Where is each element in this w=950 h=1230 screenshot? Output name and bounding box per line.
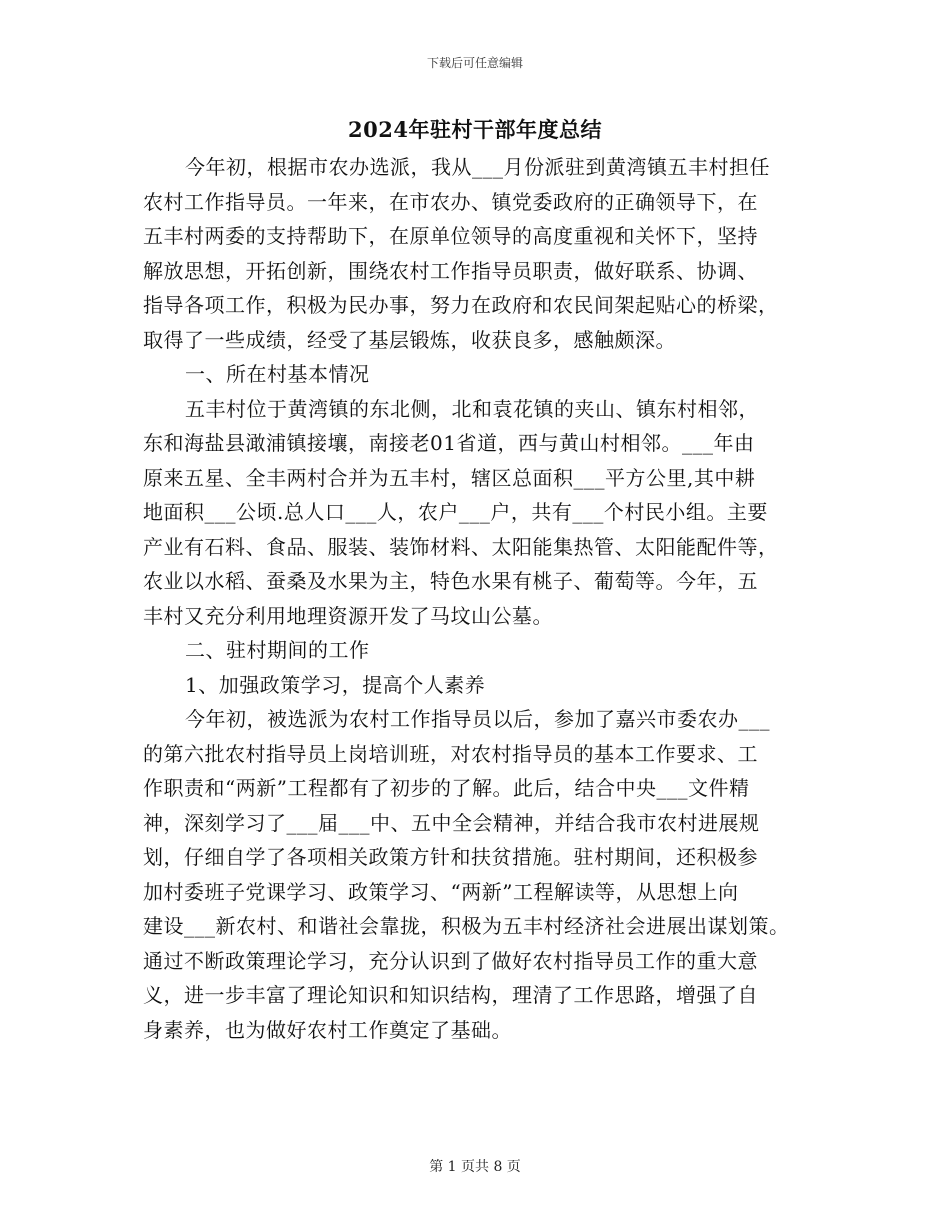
- text-line: 产业有石料、食品、服装、装饰材料、太阳能集热管、太阳能配件等，: [143, 534, 779, 559]
- text-line: 地面积___公顷.总人口___人，农户___户，共有___个村民小组。主要: [143, 500, 768, 524]
- text-line: 今年初，被选派为农村工作指导员以后，参加了嘉兴市委农办___: [185, 707, 770, 731]
- page-footer: 第 1 页共 8 页: [429, 1159, 521, 1175]
- text-line: 建设___新农村、和谐社会靠拢，积极为五丰村经济社会进展出谋划策。: [143, 914, 790, 938]
- text-line: 农业以水稻、蚕桑及水果为主，特色水果有桃子、葡萄等。今年，五: [143, 569, 758, 593]
- text-line: 二、驻村期间的工作: [185, 638, 370, 662]
- text-line: 义，进一步丰富了理论知识和知识结构，理清了工作思路，增强了自: [143, 983, 758, 1007]
- text-line: 今年初，根据市农办选派，我从___月份派驻到黄湾镇五丰村担任: [185, 155, 770, 179]
- text-line: 丰村又充分利用地理资源开发了马坟山公墓。: [143, 603, 553, 628]
- document-body: [143, 150, 815, 1047]
- header-note: 下载后可任意编辑: [426, 56, 523, 70]
- text-line: 通过不断政策理论学习，充分认识到了做好农村指导员工作的重大意: [143, 948, 758, 973]
- text-line: 五丰村位于黄湾镇的东北侧，北和袁花镇的夹山、镇东村相邻，: [185, 396, 759, 421]
- text-line: 原来五星、全丰两村合并为五丰村，辖区总面积___平方公里,其中耕: [143, 465, 756, 490]
- text-line: 五丰村两委的支持帮助下，在原单位领导的高度重视和关怀下，坚持: [143, 224, 758, 248]
- text-line: 指导各项工作，积极为民办事，努力在政府和农民间架起贴心的桥梁，: [143, 293, 779, 317]
- text-line: 的第六批农村指导员上岗培训班，对农村指导员的基本工作要求、工: [143, 741, 758, 766]
- text-line: 解放思想，开拓创新，围绕农村工作指导员职责，做好联系、协调、: [143, 258, 758, 283]
- text-line: 加村委班子党课学习、政策学习、“两新”工程解读等，从思想上向: [143, 879, 739, 904]
- text-line: 东和海盐县澉浦镇接壤，南接老01省道，西与黄山村相邻。___年由: [143, 431, 755, 455]
- text-line: 身素养，也为做好农村工作奠定了基础。: [143, 1017, 512, 1042]
- document-title: 2024年驻村干部年度总结: [348, 117, 602, 142]
- text-line: 神，深刻学习了___届___中、五中全会精神，并结合我市农村进展规: [143, 810, 760, 835]
- text-line: 农村工作指导员。一年来，在市农办、镇党委政府的正确领导下，在: [143, 189, 758, 214]
- text-line: 划，仔细自学了各项相关政策方针和扶贫措施。驻村期间，还积极参: [143, 845, 758, 869]
- text-line: 作职责和“两新”工程都有了初步的了解。此后，结合中央___文件精: [143, 776, 750, 800]
- text-line: 一、所在村基本情况: [185, 362, 370, 386]
- text-line: 取得了一些成绩，经受了基层锻炼，收获良多，感触颇深。: [143, 327, 676, 352]
- text-line: 1、加强政策学习，提高个人素养: [185, 672, 486, 697]
